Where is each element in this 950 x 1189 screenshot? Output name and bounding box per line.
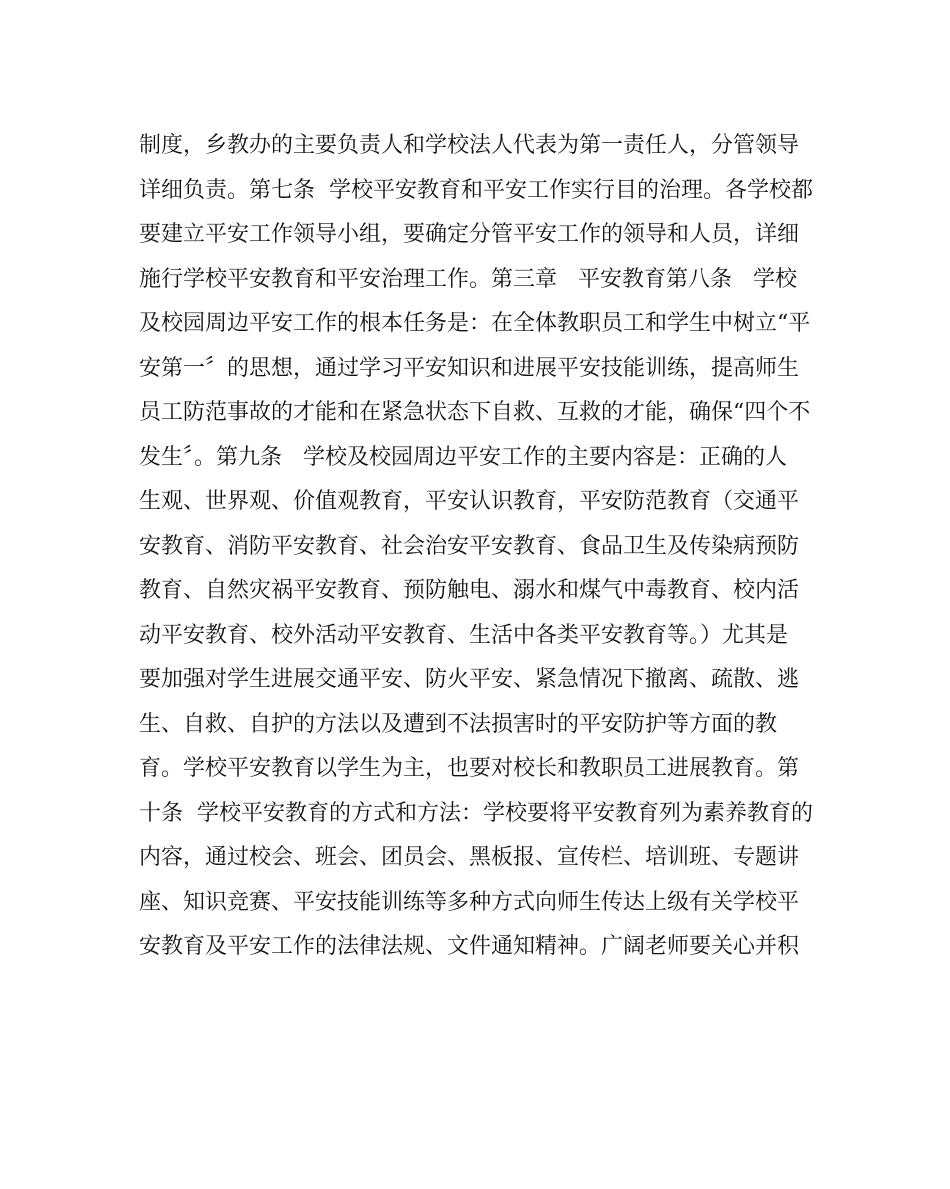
- text-line: 制度，乡教办的主要负责人和学校法人代表为第一责任人，分管领导: [139, 133, 800, 158]
- text-line: 施行学校平安教育和平安治理工作。第三章 平安教育第八条 学校: [139, 266, 797, 292]
- text-line: 安教育及平安工作的法律法规、文件通知精神。广阔老师要关心并积: [139, 934, 800, 959]
- text-line: 动平安教育、校外活动平安教育、生活中各类平安教育等。）尤其是: [139, 622, 789, 648]
- text-line: 教育、自然灾祸平安教育、预防触电、溺水和煤气中毒教育、校内活: [139, 578, 800, 603]
- text-line: 发生〞。第九条 学校及校园周边平安工作的主要内容是：正确的人: [139, 444, 787, 470]
- text-line: 座、知识竞赛、平安技能训练等多种方式向师生传达上级有关学校平: [139, 889, 800, 915]
- body-text: [139, 124, 829, 970]
- text-line: 详细负责。第七条 学校平安教育和平安工作实行目的治理。各学校都: [139, 177, 813, 203]
- text-line: 十条 学校平安教育的方式和方法：学校要将平安教育列为素养教育的: [139, 800, 813, 826]
- text-line: 安教育、消防平安教育、社会治安平安教育、食品卫生及传染病预防: [139, 533, 800, 559]
- text-line: 生、自救、自护的方法以及遭到不法损害时的平安防护等方面的教: [139, 711, 778, 737]
- text-line: 要建立平安工作领导小组，要确定分管平安工作的领导和人员，详细: [139, 222, 800, 247]
- text-line: 安第一〞的思想，通过学习平安知识和进展平安技能训练，提高师生: [139, 355, 800, 381]
- text-line: 育。学校平安教育以学生为主，也要对校长和教职员工进展教育。第: [139, 756, 800, 781]
- text-line: 及校园周边平安工作的根本任务是：在全体教职员工和学生中树立“平: [139, 311, 811, 336]
- text-line: 要加强对学生进展交通平安、防火平安、紧急情况下撤离、疏散、逃: [139, 667, 800, 692]
- text-line: 内容，通过校会、班会、团员会、黑板报、宣传栏、培训班、专题讲: [139, 845, 800, 870]
- text-line: 员工防范事故的才能和在紧急状态下自救、互救的才能，确保“四个不: [139, 400, 811, 425]
- text-line: 生观、世界观、价值观教育，平安认识教育，平安防范教育（交通平: [139, 489, 800, 514]
